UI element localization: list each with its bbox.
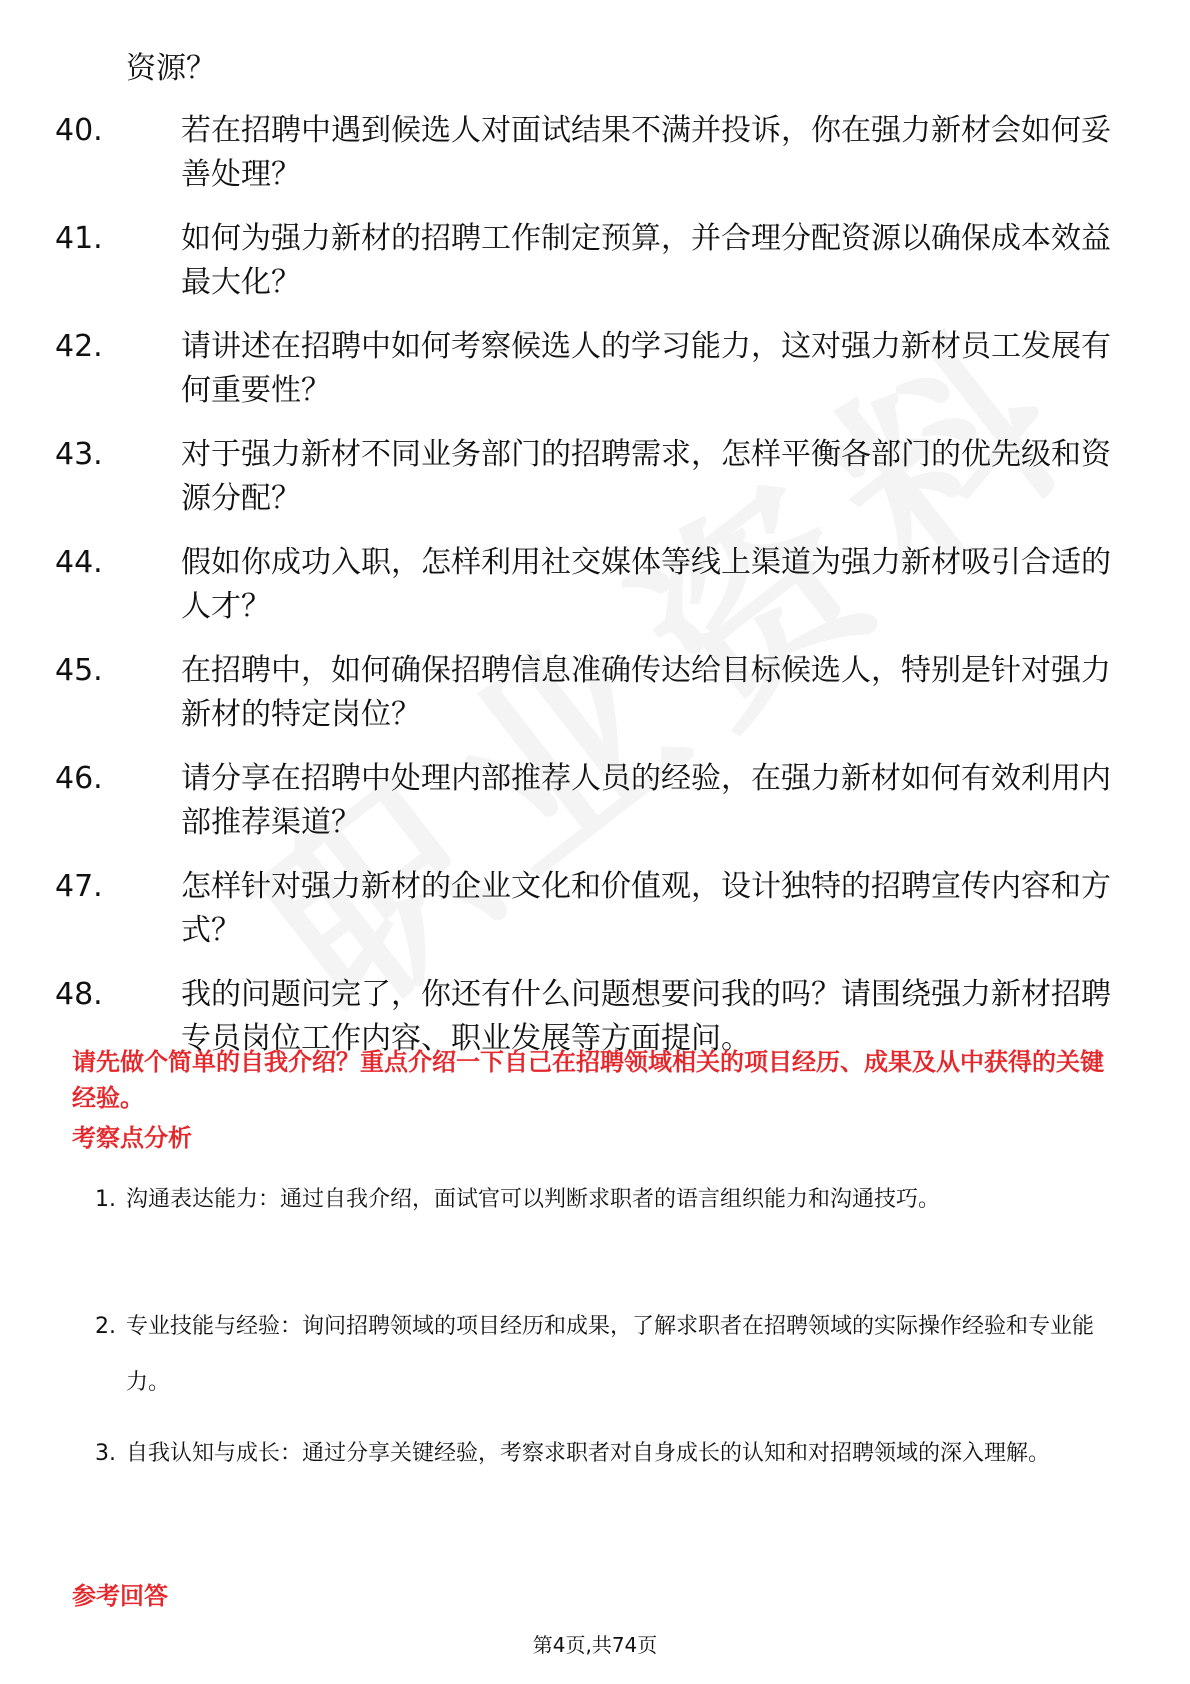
question-text: 如何为强力新材的招聘工作制定预算，并合理分配资源以确保成本效益最大化？: [181, 221, 1111, 300]
answer-title: 参考回答: [72, 1582, 168, 1610]
question-number: 46.: [55, 761, 103, 796]
question-item: [55, 541, 1135, 649]
analysis-item: [72, 1299, 1122, 1426]
question-item: [55, 109, 1135, 217]
question-item: [55, 217, 1135, 325]
analysis-text: 专业技能与经验：询问招聘领域的项目经历和成果，了解求职者在招聘领域的实际操作经验和专业能力。: [126, 1314, 1095, 1395]
question-number: 47.: [55, 869, 103, 904]
question-continuation: 资源？: [126, 51, 216, 86]
question-number: 43.: [55, 437, 103, 472]
analysis-number: 3.: [95, 1441, 116, 1466]
question-text: 若在招聘中遇到候选人对面试结果不满并投诉，你在强力新材会如何妥善处理？: [181, 113, 1111, 192]
analysis-title: 考察点分析: [72, 1124, 192, 1152]
question-list: [55, 109, 1135, 1081]
analysis-text: 沟通表达能力：通过自我介绍，面试官可以判断求职者的语言组织能力和沟通技巧。: [126, 1187, 941, 1212]
question-text: 我的问题问完了，你还有什么问题想要问我的吗？请围绕强力新材招聘专员岗位工作内容、职业发展等方面提问。: [181, 977, 1111, 1056]
question-text: 对于强力新材不同业务部门的招聘需求，怎样平衡各部门的优先级和资源分配？: [181, 437, 1111, 516]
question-item: [55, 325, 1135, 433]
analysis-list: [72, 1172, 1122, 1553]
question-item: [55, 865, 1135, 973]
analysis-item: [72, 1172, 1122, 1299]
analysis-text: 自我认知与成长：通过分享关键经验，考察求职者对自身成长的认知和对招聘领域的深入理解。: [126, 1441, 1051, 1466]
section-heading: 请先做个简单的自我介绍？重点介绍一下自己在招聘领域相关的项目经历、成果及从中获得的关键经验。: [72, 1048, 1104, 1112]
question-number: 41.: [55, 221, 103, 256]
question-number: 42.: [55, 329, 103, 364]
question-number: 45.: [55, 653, 103, 688]
question-text: 怎样针对强力新材的企业文化和价值观，设计独特的招聘宣传内容和方式？: [181, 869, 1111, 948]
question-text: 假如你成功入职，怎样利用社交媒体等线上渠道为强力新材吸引合适的人才？: [181, 545, 1111, 624]
question-number: 40.: [55, 113, 103, 148]
question-item: [55, 433, 1135, 541]
question-text: 请讲述在招聘中如何考察候选人的学习能力，这对强力新材员工发展有何重要性？: [181, 329, 1111, 408]
analysis-number: 2.: [95, 1314, 116, 1339]
question-text: 在招聘中，如何确保招聘信息准确传达给目标候选人，特别是针对强力新材的特定岗位？: [181, 653, 1111, 732]
question-text: 请分享在招聘中处理内部推荐人员的经验，在强力新材如何有效利用内部推荐渠道？: [181, 761, 1111, 840]
question-number: 48.: [55, 977, 103, 1012]
analysis-item: [72, 1426, 1122, 1553]
analysis-number: 1.: [95, 1187, 116, 1212]
question-item: [55, 649, 1135, 757]
page-footer: 第4页,共74页: [532, 1633, 658, 1657]
question-number: 44.: [55, 545, 103, 580]
question-item: [55, 757, 1135, 865]
